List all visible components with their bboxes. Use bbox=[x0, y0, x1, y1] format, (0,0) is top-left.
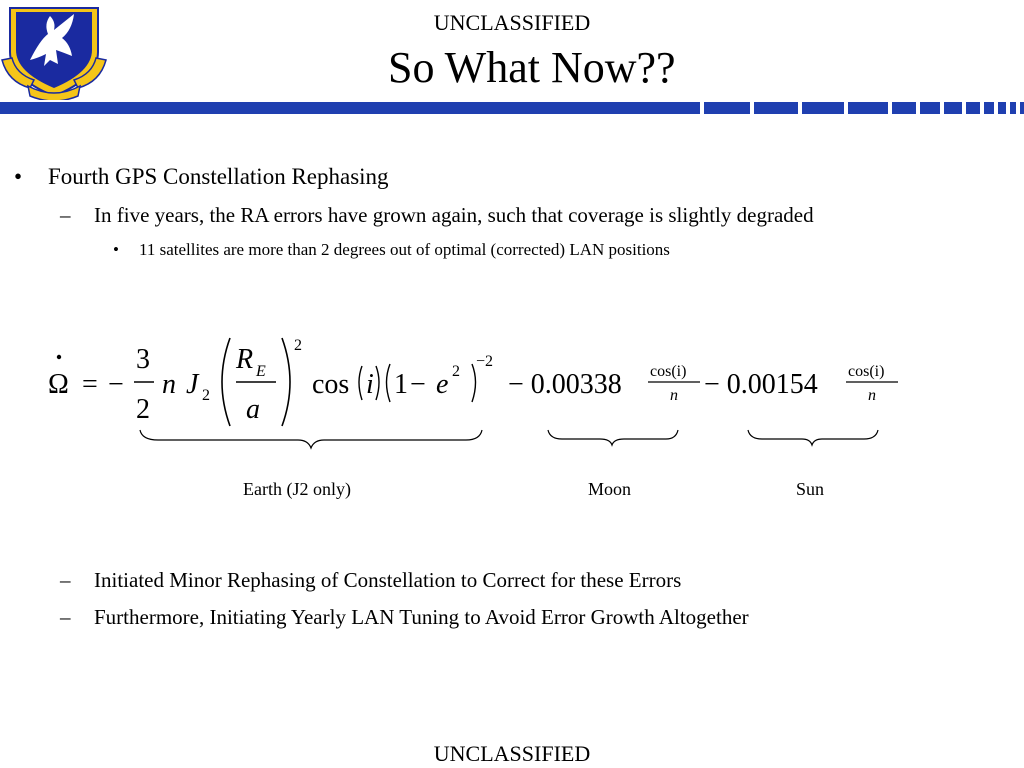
radius-r: R bbox=[236, 344, 254, 375]
equals-sign: = bbox=[82, 369, 98, 400]
j-subscript: 2 bbox=[202, 387, 210, 404]
nodal-regression-equation bbox=[40, 330, 920, 505]
dash-marker: – bbox=[60, 568, 71, 592]
bullet-level2 bbox=[60, 605, 749, 630]
ecc-neg-exponent: −2 bbox=[476, 353, 494, 370]
moon-cos-i: cos(i) bbox=[650, 363, 687, 380]
bullet-text: Furthermore, Initiating Yearly LAN Tuning to Avoid Error Growth Altogether bbox=[94, 605, 749, 629]
omega-symbol: Ω bbox=[48, 369, 69, 400]
eccentricity-e: e bbox=[436, 369, 449, 400]
bullet-text: Fourth GPS Constellation Rephasing bbox=[48, 164, 389, 189]
bullet-level2 bbox=[60, 203, 814, 228]
bullet-level2 bbox=[60, 568, 681, 593]
paren-left bbox=[222, 338, 230, 426]
mean-motion-n: n bbox=[162, 369, 176, 400]
sun-cos-i: cos(i) bbox=[848, 363, 885, 380]
moon-n: n bbox=[670, 387, 678, 404]
sun-brace bbox=[748, 430, 878, 445]
earth-brace bbox=[140, 430, 482, 448]
ecc-minus: − bbox=[410, 369, 426, 400]
fraction-numerator: 3 bbox=[136, 344, 150, 375]
bullet-text: Initiated Minor Rephasing of Constellation to Correct for these Errors bbox=[94, 568, 682, 592]
j-symbol: J bbox=[186, 369, 199, 400]
bullet-marker: • bbox=[113, 240, 119, 259]
classification-bottom: UNCLASSIFIED bbox=[433, 741, 591, 766]
cos-paren-left bbox=[359, 366, 362, 400]
dot-accent bbox=[57, 355, 61, 359]
semimajor-a: a bbox=[246, 394, 260, 425]
sun-coefficient: − 0.00154 bbox=[704, 369, 818, 400]
sun-n: n bbox=[868, 387, 876, 404]
radius-subscript: E bbox=[256, 363, 266, 380]
fraction-denominator: 2 bbox=[136, 394, 150, 425]
moon-coefficient: − 0.00338 bbox=[508, 369, 622, 400]
one: 1 bbox=[394, 369, 408, 400]
label-earth: Earth (J2 only) bbox=[243, 479, 351, 499]
dash-marker: – bbox=[60, 605, 71, 629]
dash-marker: – bbox=[60, 203, 71, 227]
bullet-text: In five years, the RA errors have grown again, such that coverage is slightly degraded bbox=[94, 203, 814, 227]
bullet-text: 11 satellites are more than 2 degrees out of optimal (corrected) LAN positions bbox=[139, 240, 670, 259]
label-moon: Moon bbox=[588, 479, 632, 499]
header-rule bbox=[0, 101, 1024, 113]
cos-function: cos bbox=[312, 369, 350, 400]
bullet-level3 bbox=[113, 240, 670, 260]
label-sun: Sun bbox=[796, 479, 825, 499]
inclination-i: i bbox=[366, 369, 374, 400]
ecc-exponent: 2 bbox=[452, 363, 460, 380]
classification-top: UNCLASSIFIED bbox=[433, 10, 591, 35]
slide-title: So What Now?? bbox=[388, 43, 676, 92]
bullet-level1 bbox=[14, 164, 389, 190]
equation-svg bbox=[40, 330, 920, 500]
ecc-paren-right bbox=[472, 364, 476, 402]
ecc-paren-left bbox=[387, 364, 391, 402]
ratio-exponent: 2 bbox=[294, 337, 302, 354]
bullet-marker: • bbox=[14, 164, 23, 189]
cos-paren-right bbox=[376, 366, 379, 400]
paren-right bbox=[282, 338, 290, 426]
moon-brace bbox=[548, 430, 678, 445]
header-rule-svg bbox=[0, 102, 1024, 114]
minus-sign: − bbox=[108, 369, 124, 400]
